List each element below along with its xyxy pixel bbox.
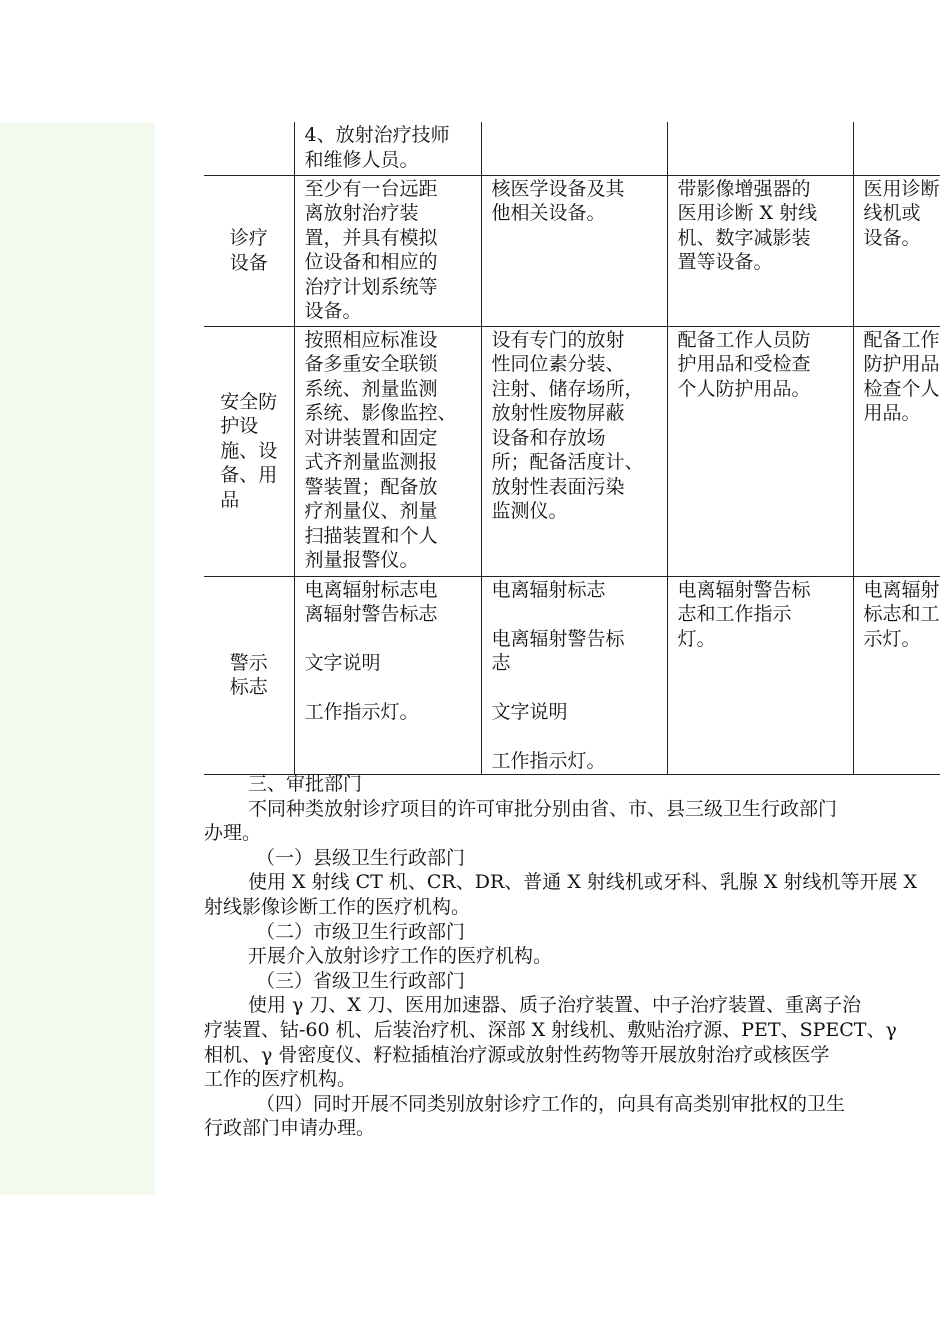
cell-line: 标志和工 — [863, 603, 940, 625]
cell-line: 防护用品 — [863, 353, 940, 375]
cell-line: 所；配备活度计、 — [491, 451, 644, 473]
cell-line: 放射性表面污染 — [491, 475, 625, 498]
table-cell — [667, 122, 853, 175]
province-title: （三）省级卫生行政部门 — [256, 969, 466, 992]
intro-line: 不同种类放射诊疗项目的许可审批分别由省、市、县三级卫生行政部门 — [248, 797, 838, 820]
row-category-line: 标志 — [229, 676, 268, 698]
cell-line: 置等设备。 — [677, 251, 773, 273]
cell-line: 护用品和受检查 — [677, 353, 811, 375]
row-category — [204, 576, 294, 774]
cell-line: 文字说明 — [491, 701, 568, 723]
cell-line: 机、数字减影装 — [677, 226, 811, 249]
cell-line: 线机或 — [863, 202, 921, 224]
cell-line: 置，并具有模拟 — [304, 226, 438, 249]
cell-line: 电离辐射标志 — [491, 578, 606, 601]
cell-spacer — [492, 725, 667, 750]
intro-line: 办理。 — [204, 822, 262, 845]
cell-line: 系统、剂量监测 — [304, 377, 438, 400]
table-cell — [294, 576, 481, 774]
table-cell — [481, 326, 667, 576]
side-panel — [0, 122, 155, 1195]
cell-line: 离辐射警告标志 — [304, 603, 438, 625]
table-cell — [853, 326, 940, 576]
cell-line: 工作指示灯。 — [304, 701, 419, 723]
table-cell — [667, 576, 853, 774]
cell-line: 志和工作指示 — [677, 603, 792, 625]
cell-line: 治疗计划系统等 — [304, 275, 438, 298]
cell-line: 对讲装置和固定 — [304, 426, 438, 449]
cell-line: 文字说明 — [304, 652, 381, 674]
county-paragraph — [204, 870, 934, 919]
cell-line: 工作指示灯。 — [491, 750, 606, 772]
cell-line: 他相关设备。 — [491, 202, 606, 224]
row-category — [204, 326, 294, 576]
cell-line: 设有专门的放射 — [491, 328, 625, 351]
cell-line: 式齐剂量监测报 — [304, 451, 438, 473]
cell-spacer — [305, 676, 481, 701]
county-line: 使用 X 射线 CT 机、CR、DR、普通 X 射线机或牙科、乳腺 X 射线机等开展 X — [248, 871, 918, 894]
province-line: 使用 γ 刀、X 刀、医用加速器、质子治疗装置、中子治疗装置、重离子治 — [248, 994, 862, 1017]
cell-line: 用品。 — [863, 402, 921, 424]
cell-line: 至少有一台远距 — [304, 177, 438, 200]
cell-line: 设备。 — [863, 226, 921, 249]
cell-line: 电离辐射 — [863, 578, 940, 601]
cell-line: 设备和存放场 — [491, 426, 606, 449]
cell-spacer — [305, 627, 481, 652]
row-category-text — [220, 390, 277, 513]
note-paragraph — [204, 1092, 934, 1141]
cell-line: 配备工作人员防 — [677, 328, 811, 351]
row-category-line: 安全防 — [220, 390, 278, 413]
approval-section — [204, 772, 934, 1141]
table-cell — [667, 326, 853, 576]
table-cell — [294, 326, 481, 576]
cell-line: 注射、储存场所， — [491, 377, 644, 400]
cell-line: 按照相应标准设 — [304, 328, 438, 351]
row-category — [204, 122, 294, 175]
row-category-line: 警示 — [229, 651, 268, 674]
section-heading: 三、审批部门 — [248, 773, 363, 795]
cell-line: 4、放射治疗技师 — [304, 124, 450, 146]
note-line: （四）同时开展不同类别放射诊疗工作的，向具有高类别审批权的卫生 — [256, 1092, 846, 1115]
row-category-line: 备、用 — [220, 464, 278, 487]
cell-line: 剂量报警仪。 — [304, 549, 419, 571]
cell-line: 电离辐射警告标 — [491, 627, 625, 650]
table-cell — [294, 122, 481, 175]
cell-line: 备多重安全联锁 — [304, 353, 438, 375]
table-row — [204, 175, 940, 326]
row-category-line: 设备 — [229, 251, 268, 274]
cell-line: 放射性废物屏蔽 — [491, 402, 625, 424]
row-category-text — [230, 226, 268, 275]
cell-line: 监测仪。 — [491, 500, 568, 522]
cell-line: 检查个人 — [863, 377, 940, 400]
table-cell — [294, 175, 481, 326]
cell-line: 和维修人员。 — [304, 148, 419, 171]
row-category-text — [230, 651, 268, 700]
province-line: 疗装置、钴-60 机、后装治疗机、深部 X 射线机、敷贴治疗源、PET、SPECT、γ — [204, 1018, 897, 1041]
cell-line: 电离辐射警告标 — [677, 578, 811, 601]
row-category — [204, 175, 294, 326]
cell-spacer — [492, 676, 667, 701]
row-category-line: 施、设 — [220, 439, 278, 462]
row-category-line: 品 — [220, 488, 240, 511]
cell-line: 扫描装置和个人 — [304, 524, 438, 547]
cell-line: 个人防护用品。 — [677, 377, 811, 400]
table-row — [204, 122, 940, 175]
intro-paragraph — [204, 797, 934, 846]
requirements-table — [204, 122, 940, 775]
cell-line: 性同位素分装、 — [491, 353, 625, 375]
cell-line: 配备工作 — [863, 328, 940, 351]
province-paragraph — [204, 993, 934, 1091]
cell-line: 离放射治疗装 — [304, 202, 419, 224]
cell-line: 系统、影像监控、 — [304, 402, 457, 424]
cell-line: 位设备和相应的 — [304, 251, 438, 273]
table-cell — [481, 122, 667, 175]
cell-line: 灯。 — [677, 627, 716, 650]
city-paragraph: 开展介入放射诊疗工作的医疗机构。 — [248, 945, 553, 968]
county-line: 射线影像诊断工作的医疗机构。 — [204, 895, 471, 918]
cell-line: 核医学设备及其 — [491, 177, 625, 200]
table-cell — [853, 122, 940, 175]
cell-line: 志 — [491, 652, 511, 674]
county-title: （一）县级卫生行政部门 — [256, 846, 466, 869]
cell-line: 医用诊断 X 射线 — [677, 202, 818, 224]
cell-line: 警装置；配备放 — [304, 475, 438, 498]
city-title: （二）市级卫生行政部门 — [256, 920, 466, 943]
row-category-line: 诊疗 — [229, 227, 268, 249]
cell-line: 疗剂量仪、剂量 — [304, 500, 438, 522]
table-row — [204, 576, 940, 774]
cell-line: 带影像增强器的 — [677, 177, 811, 200]
cell-spacer — [492, 602, 667, 627]
table-cell — [667, 175, 853, 326]
province-line: 相机、γ 骨密度仪、籽粒插植治疗源或放射性药物等开展放射治疗或核医学 — [204, 1043, 830, 1066]
cell-line: 设备。 — [304, 300, 362, 322]
table-row — [204, 326, 940, 576]
table-cell — [853, 576, 940, 774]
table-cell — [481, 175, 667, 326]
cell-line: 示灯。 — [863, 627, 921, 650]
note-line: 行政部门申请办理。 — [204, 1117, 376, 1140]
province-line: 工作的医疗机构。 — [204, 1068, 357, 1091]
cell-line: 医用诊断 — [863, 177, 940, 200]
table-cell — [853, 175, 940, 326]
cell-line: 电离辐射标志电 — [304, 578, 438, 601]
table-cell — [481, 576, 667, 774]
row-category-line: 护设 — [220, 415, 259, 438]
